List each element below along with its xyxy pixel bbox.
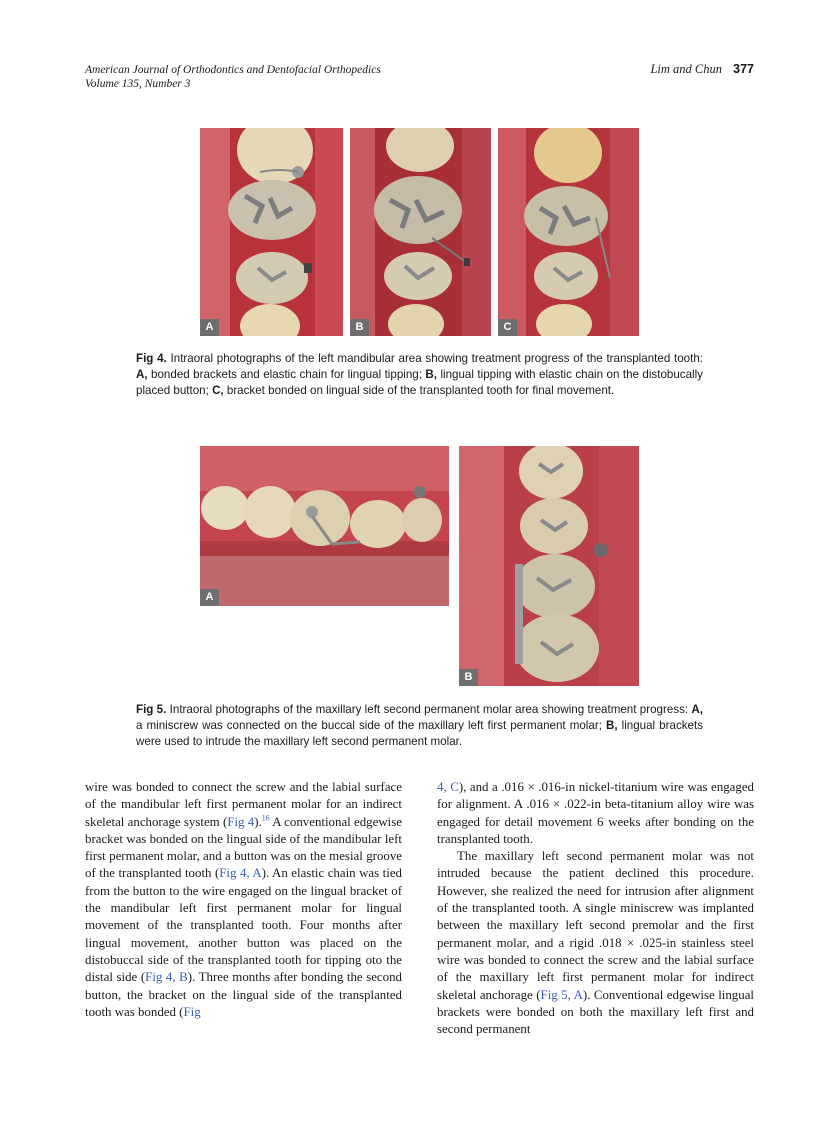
- body-column-right: [437, 779, 754, 1038]
- fig4-caption-text-3: lingual tipping with elastic chain on the distobucally placed button;: [136, 368, 703, 397]
- fig4-caption-text-4: bracket bonded on lingual side of the transplanted tooth for final movement.: [223, 384, 615, 397]
- fig4-photo-c-image: [498, 128, 639, 336]
- fig5a-reference[interactable]: Fig 5, A: [540, 987, 583, 1002]
- fig4-caption-b: B,: [425, 368, 437, 381]
- fig4-photo-a-image: [200, 128, 343, 336]
- fig4-panel-label-b: B: [350, 319, 369, 336]
- fig4-panel-label-a: A: [200, 319, 219, 336]
- fig4-caption-c: C,: [212, 384, 224, 397]
- fig5-panel-label-a: A: [200, 589, 219, 606]
- fig5-caption: [136, 702, 703, 750]
- left-text-3: A conventional edgewise bracket was bonded on the lingual side of the mandibular left first permanent molar, and a button was on the mesial groove of the transplanted tooth (: [85, 814, 402, 881]
- right-text-3: ). Conventional edgewise lingual brackets were bonded on both the maxillary left first and second permanent: [437, 987, 754, 1037]
- fig5-caption-label: Fig 5.: [136, 703, 167, 716]
- fig4-photo-a: [200, 128, 343, 336]
- fig-reference-continued[interactable]: Fig: [183, 1004, 201, 1019]
- body-column-left: [85, 779, 402, 1021]
- running-header-left: [85, 63, 381, 91]
- right-text-1: ), and a .016 × .016-in nickel-titanium wire was engaged for alignment. A .016 × .022-in beta-titanium alloy wire was engaged for detail movement 6 weeks after bonding on the transplanted tooth.: [437, 780, 754, 846]
- fig4-photo-b: [350, 128, 491, 336]
- journal-title: American Journal of Orthodontics and Dentofacial Orthopedics: [85, 64, 381, 76]
- fig5-caption-a: A,: [691, 703, 703, 716]
- fig5-panel-label-b: B: [459, 669, 478, 686]
- fig4-photo-b-image: [350, 128, 491, 336]
- fig5-caption-text-3: lingual brackets were used to intrude the maxillary left second permanent molar.: [136, 719, 703, 748]
- fig4-caption: [136, 351, 703, 399]
- left-text-1: wire was bonded to connect the screw and the labial surface of the mandibular left first permanent molar for an indirect skeletal anchorage system (: [85, 780, 402, 829]
- left-text-5: ). Three months after bonding the second button, the bracket on the lingual side of the transplanted tooth was bonded (: [85, 970, 402, 1019]
- fig4-photo-c: [498, 128, 639, 336]
- left-text-2: ).: [254, 814, 262, 829]
- right-paragraph-1: [437, 779, 754, 848]
- fig4-panel-label-c: C: [498, 319, 517, 336]
- fig4-caption-text-2: bonded brackets and elastic chain for lingual tipping;: [147, 368, 426, 381]
- fig4b-reference[interactable]: Fig 4, B: [145, 970, 188, 985]
- fig5-photo-a: [200, 446, 449, 606]
- left-text-4: ). An elastic chain was tied from the button to the wire engaged on the lingual bracket of the mandibular left first permanent molar for lingual movement of the transplanted tooth. Four months after lingual movement, another button was placed on the distobuccal side of the transplanted tooth for tipping oto the distal side (: [85, 866, 402, 985]
- page-number: 377: [733, 62, 754, 76]
- fig5-photo-a-image: [200, 446, 449, 606]
- fig4-caption-text-1: Intraoral photographs of the left mandibular area showing treatment progress of the transplanted tooth:: [166, 352, 704, 365]
- fig5-caption-text-2: a miniscrew was connected on the buccal side of the maxillary left first permanent molar;: [136, 719, 606, 732]
- running-authors: Lim and Chun: [650, 62, 723, 76]
- right-paragraph-2: [437, 848, 754, 1038]
- fig4-caption-label: Fig 4.: [136, 352, 167, 365]
- fig5-caption-b: B,: [605, 719, 618, 732]
- fig5-photo-b: [459, 446, 639, 686]
- citation-16[interactable]: 16: [261, 813, 270, 823]
- fig5-photo-b-image: [459, 446, 639, 686]
- fig4-caption-a: A,: [136, 368, 148, 381]
- left-paragraph: [85, 779, 402, 1021]
- fig4c-reference[interactable]: 4, C: [437, 780, 459, 794]
- journal-volume: Volume 135, Number 3: [85, 78, 191, 90]
- fig4-reference[interactable]: Fig 4: [227, 814, 255, 829]
- right-text-2: The maxillary left second permanent molar was not intruded because the patient declined this procedure. However, she realized the need for intrusion after alignment of the transplanted tooth. A single miniscrew was implanted between the maxillary left second premolar and the first permanent molar, and a rigid .018 × .025-in stainless steel wire was bonded to connect the screw and the labial surface of the maxillary left first permanent molar for indirect skeletal anchorage (: [437, 849, 754, 1002]
- fig5-caption-text-1: Intraoral photographs of the maxillary left second permanent molar area showing treatment progress:: [166, 703, 692, 716]
- running-header-right: [650, 62, 754, 77]
- fig4a-reference[interactable]: Fig 4, A: [219, 866, 262, 881]
